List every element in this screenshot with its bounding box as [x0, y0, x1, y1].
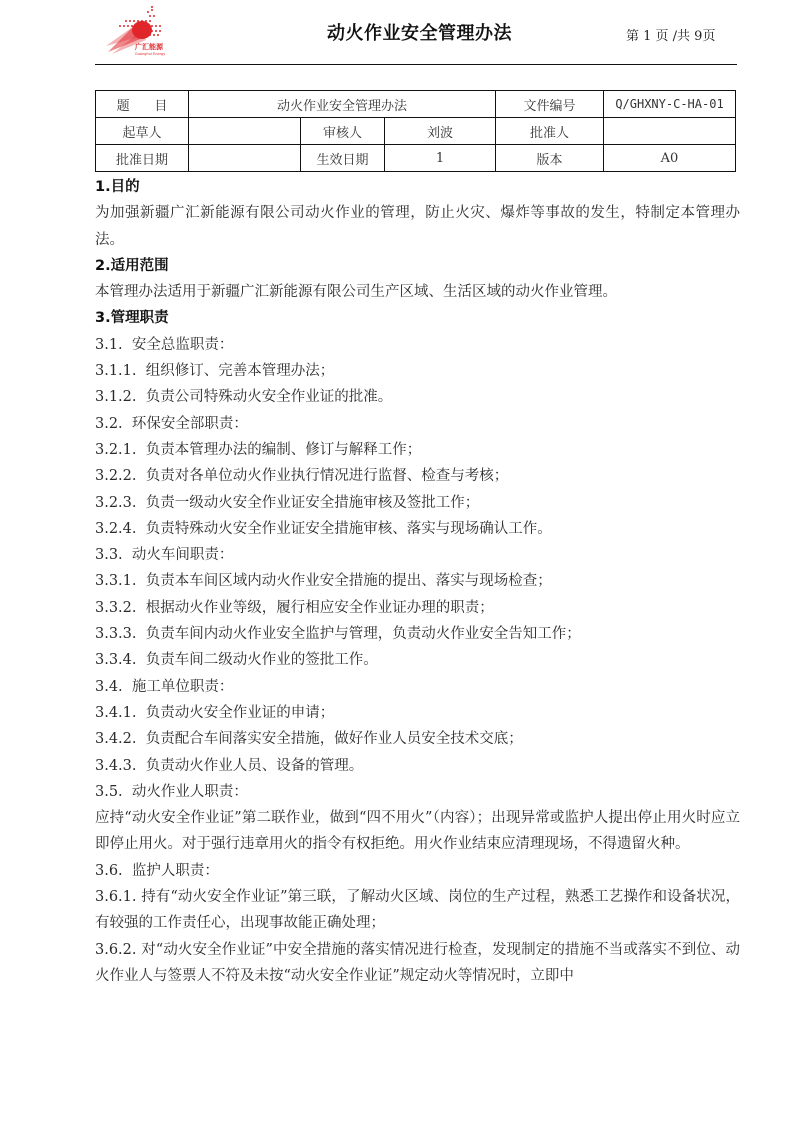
company-logo: [102, 2, 168, 56]
doc-no-value: Q/GHXNY-C-HA-01: [604, 91, 736, 118]
list-item: 3.4.2. 负责配合车间落实安全措施，做好作业人员安全技术交底；: [95, 731, 523, 748]
document-info-table: [95, 90, 736, 172]
list-item: 3.3.1. 负责本车间区域内动火作业安全措施的提出、落实与现场检查；: [95, 573, 552, 590]
paragraph: 3.6.1. 持有“动火安全作业证”第三联，了解动火区域、岗位的生产过程，熟悉工艺操作和设备状况，有较强的工作责任心，出现事故能正确处理；: [95, 889, 740, 932]
list-item: 3.2.4. 负责特殊动火安全作业证安全措施审核、落实与现场确认工作。: [95, 520, 552, 537]
paragraph: 本管理办法适用于新疆广汇新能源有限公司生产区域、生活区域的动火作业管理。: [95, 284, 617, 301]
svg-text:广汇能源: 广汇能源: [135, 43, 163, 51]
section-heading-purpose: 1.目的: [95, 179, 140, 195]
list-item: 3.3.3. 负责车间内动火作业安全监护与管理，负责动火作业安全告知工作；: [95, 626, 581, 643]
reviewer-value: 刘波: [385, 118, 496, 145]
header-divider: [95, 64, 737, 65]
version-label: 版本: [496, 145, 604, 172]
paragraph: 应持“动火安全作业证”第二联作业，做到“四不用火”（内容）；出现异常或监护人提出停止用火时应立即停止用火。对于强行违章用火的指令有权拒绝。用火作业结束应清理现场，不得遗留火种。: [95, 810, 740, 853]
guanghui-logo-icon: [102, 2, 168, 56]
list-item: 3.2.1. 负责本管理办法的编制、修订与解释工作；: [95, 441, 422, 458]
effective-date-value: 1: [385, 145, 496, 172]
section-heading-responsibilities: 3.管理职责: [95, 310, 169, 327]
section-heading-scope: 2.适用范围: [95, 257, 169, 274]
list-item: 3.2. 环保安全部职责：: [95, 415, 248, 432]
list-item: 3.1. 安全总监职责：: [95, 336, 234, 353]
list-item: 3.4.3. 负责动火作业人员、设备的管理。: [95, 757, 364, 774]
list-item: 3.2.3. 负责一级动火安全作业证安全措施审核及签批工作；: [95, 494, 480, 511]
svg-text:Guanghui Energy: Guanghui Energy: [135, 52, 166, 56]
reviewer-label: 审核人: [301, 118, 385, 145]
approve-date-value: [189, 145, 301, 172]
list-item: 3.6. 监护人职责：: [95, 862, 219, 879]
drafter-label: 起草人: [96, 118, 189, 145]
list-item: 3.5. 动火作业人职责：: [95, 783, 248, 800]
list-item: 3.1.1. 组织修订、完善本管理办法；: [95, 363, 335, 380]
paragraph: 3.6.2. 对“动火安全作业证”中安全措施的落实情况进行检查，发现制定的措施不当或落实不到位、动火作业人与签票人不符及未按“动火安全作业证”规定动火等情况时，立即中: [95, 941, 740, 984]
list-item: 3.2.2. 负责对各单位动火作业执行情况进行监督、检查与考核；: [95, 468, 509, 485]
list-item: 3.4.1. 负责动火安全作业证的申请；: [95, 704, 335, 721]
approve-date-label: 批准日期: [96, 145, 189, 172]
paragraph: 为加强新疆广汇新能源有限公司动火作业的管理，防止火灾、爆炸等事故的发生，特制定本管理办法。: [95, 205, 740, 248]
approver-value: [604, 118, 736, 145]
drafter-value: [189, 118, 301, 145]
document-title: 动火作业安全管理办法: [327, 23, 512, 44]
list-item: 3.4. 施工单位职责：: [95, 678, 234, 695]
version-value: A0: [604, 145, 736, 172]
list-item: 3.3.4. 负责车间二级动火作业的签批工作。: [95, 652, 378, 669]
table-row: [96, 145, 736, 172]
list-item: 3.3.2. 根据动火作业等级，履行相应安全作业证办理的职责；: [95, 599, 494, 616]
title-label: 题 目: [96, 91, 189, 118]
table-row: [96, 91, 736, 118]
title-value: 动火作业安全管理办法: [189, 91, 496, 118]
list-item: 3.1.2. 负责公司特殊动火安全作业证的批准。: [95, 389, 393, 406]
page-number: 第 1 页 /共 9页: [626, 29, 716, 44]
effective-date-label: 生效日期: [301, 145, 385, 172]
doc-no-label: 文件编号: [496, 91, 604, 118]
approver-label: 批准人: [496, 118, 604, 145]
document-body: [95, 174, 740, 989]
table-row: [96, 118, 736, 145]
list-item: 3.3. 动火车间职责：: [95, 547, 234, 564]
